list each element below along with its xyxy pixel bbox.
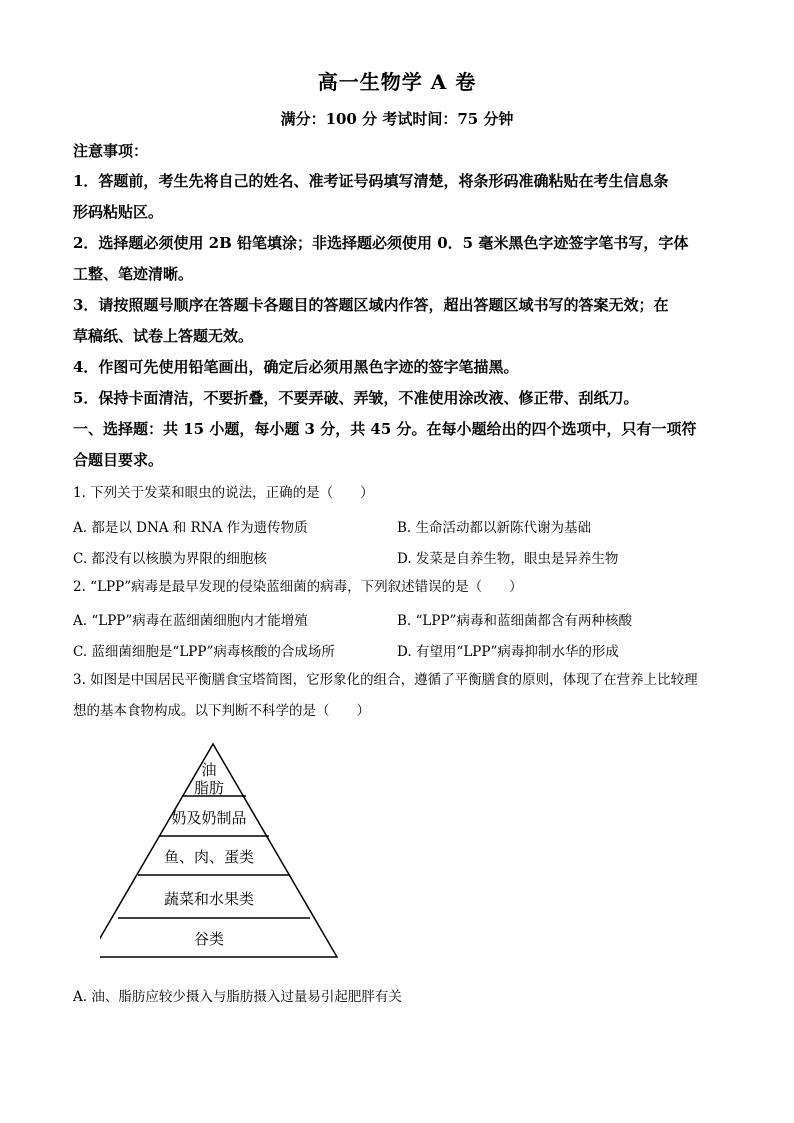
question-2-option-c[interactable]: C. 蓝细菌细胞是“LPP”病毒核酸的合成场所 — [73, 644, 335, 660]
notice-heading: 注意事项： — [73, 142, 149, 160]
pyramid-label-meat: 鱼、肉、蛋类 — [163, 848, 255, 866]
question-1-option-a[interactable]: A. 都是以 DNA 和 RNA 作为遗传物质 — [73, 520, 308, 536]
section-heading: 一、选择题：共 15 小题，每小题 3 分，共 45 分。在每小题给出的四个选项中，只有一项符 — [73, 420, 697, 438]
notice-item-1-cont: 形码粘贴区。 — [73, 203, 164, 221]
question-1-stem: 1. 下列关于发菜和眼虫的说法，正确的是（ ） — [73, 485, 374, 501]
question-3-option-a[interactable]: A. 油、脂肪应较少摄入与脂肪摄入过量易引起肥胖有关 — [73, 989, 402, 1005]
pyramid-label-grains: 谷类 — [193, 930, 225, 948]
question-3-stem: 3. 如图是中国居民平衡膳食宝塔简图，它形象化的组合，遵循了平衡膳食的原则，体现了在营养上比较理 — [73, 672, 698, 688]
notice-item-2-cont: 工整、笔迹清晰。 — [73, 265, 194, 283]
notice-item-3: 3．请按照题号顺序在答题卡各题目的答题区域内作答，超出答题区域书写的答案无效；在 — [73, 296, 669, 314]
notice-item-5: 5．保持卡面清洁，不要折叠，不要弄破、弄皱，不准使用涂改液、修正带、刮纸刀。 — [73, 389, 639, 407]
section-heading-cont: 合题目要求。 — [73, 451, 164, 469]
pyramid-label-vegetables: 蔬菜和水果类 — [163, 890, 255, 908]
question-2-option-b[interactable]: B. “LPP”病毒和蓝细菌都含有两种核酸 — [397, 613, 632, 629]
question-2-option-d[interactable]: D. 有望用“LPP”病毒抑制水华的形成 — [397, 644, 619, 660]
page-title: 高一生物学 A 卷 — [317, 70, 477, 94]
question-3-stem-cont: 想的基本食物构成。以下判断不科学的是（ ） — [73, 703, 370, 719]
question-2-stem: 2. “LPP”病毒是最早发现的侵染蓝细菌的病毒，下列叙述错误的是（ ） — [73, 579, 523, 595]
exam-info: 满分：100 分 考试时间：75 分钟 — [280, 110, 514, 128]
food-pyramid-diagram — [100, 738, 340, 963]
notice-item-2: 2．选择题必须使用 2B 铅笔填涂；非选择题必须使用 0．5 毫米黑色字迹签字笔书写，字体 — [73, 234, 689, 252]
notice-item-1: 1．答题前，考生先将自己的姓名、准考证号码填写清楚，将条形码准确粘贴在考生信息条 — [73, 172, 669, 190]
question-1-option-c[interactable]: C. 都没有以核膜为界限的细胞核 — [73, 551, 267, 567]
question-1-option-d[interactable]: D. 发菜是自养生物，眼虫是异养生物 — [397, 551, 619, 567]
pyramid-label-dairy: 奶及奶制品 — [171, 809, 247, 827]
notice-item-4: 4．作图可先使用铅笔画出，确定后必须用黑色字迹的签字笔描黑。 — [73, 358, 519, 376]
pyramid-label-oil: 油 — [201, 761, 217, 779]
pyramid-label-fat: 脂肪 — [193, 779, 225, 797]
notice-item-3-cont: 草稿纸、试卷上答题无效。 — [73, 327, 254, 345]
question-2-option-a[interactable]: A. “LPP”病毒在蓝细菌细胞内才能增殖 — [73, 613, 308, 629]
question-1-option-b[interactable]: B. 生命活动都以新陈代谢为基础 — [397, 520, 592, 536]
